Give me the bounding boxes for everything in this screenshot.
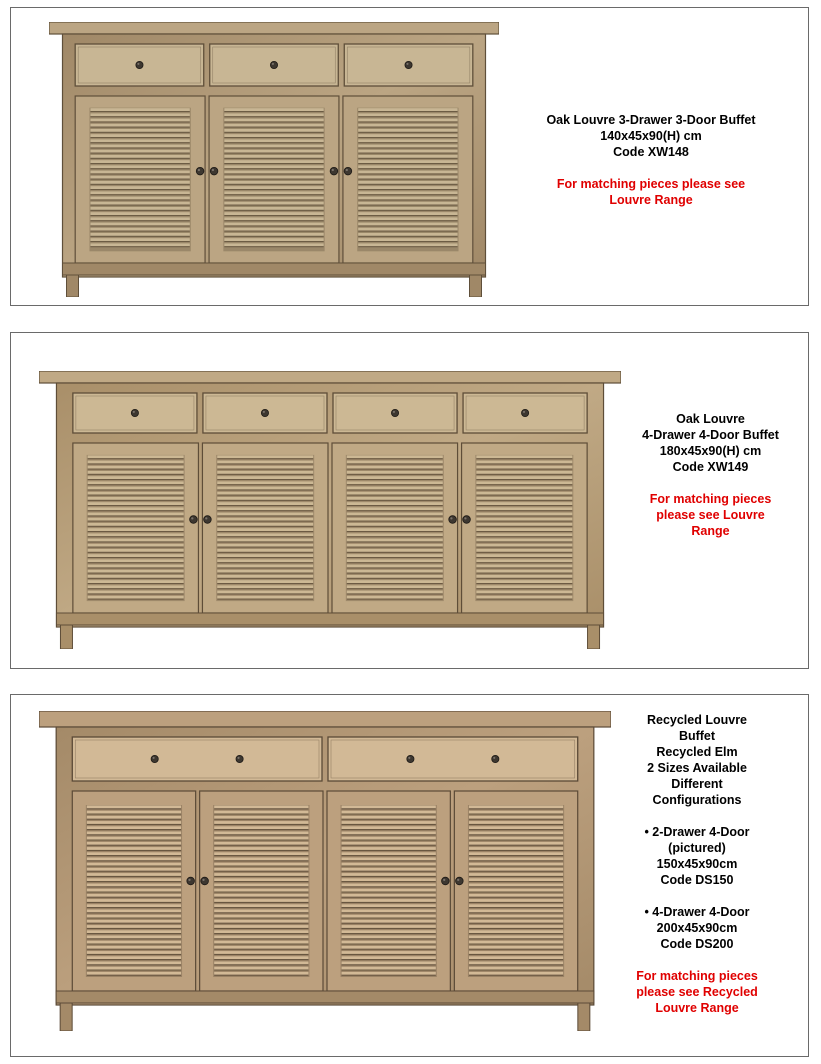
product-panel-xw148: [10, 7, 809, 306]
product-material: Recycled Elm: [656, 745, 738, 759]
buffet-base-rail: [56, 613, 603, 625]
buffet-leg: [588, 625, 600, 649]
knob-icon: [136, 61, 143, 68]
knob-icon: [405, 61, 412, 68]
matching-note-line: For matching pieces: [636, 969, 758, 983]
product-name-line: Buffet: [678, 729, 716, 743]
knob-icon: [204, 516, 212, 524]
matching-note-line: please see Louvre: [656, 508, 765, 522]
buffet-xw148-photo: [49, 22, 499, 297]
knob-icon: [449, 516, 457, 524]
buffet-base-rail: [63, 263, 486, 275]
buffet-leg: [60, 625, 72, 649]
product-code: Code XW148: [613, 145, 689, 159]
buffet-xw149-photo: [39, 371, 621, 649]
product-configurations: Different: [671, 777, 723, 791]
product-dimensions: 180x45x90(H) cm: [659, 444, 762, 458]
option-code: Code DS200: [660, 937, 734, 951]
knob-icon: [344, 167, 352, 175]
knob-icon: [521, 409, 528, 416]
knob-icon: [210, 167, 218, 175]
matching-note-line: For matching pieces: [649, 492, 772, 506]
product-name-line: Recycled Louvre: [646, 713, 748, 727]
buffet-top: [39, 371, 621, 383]
product-description-ds150: [611, 712, 783, 1016]
knob-icon: [330, 167, 338, 175]
option-line: (pictured): [668, 841, 726, 855]
product-description-xw149: [623, 411, 798, 539]
knob-icon: [270, 61, 277, 68]
product-dimensions: 140x45x90(H) cm: [600, 129, 702, 143]
option-line: • 4-Drawer 4-Door: [644, 905, 750, 919]
option-dimensions: 150x45x90cm: [656, 857, 738, 871]
buffet-base-rail: [56, 991, 594, 1003]
buffet-top: [49, 22, 499, 34]
matching-note-line: Louvre Range: [655, 1001, 739, 1015]
knob-icon: [236, 755, 243, 762]
product-description-xw148: [506, 112, 796, 208]
buffet-leg: [60, 1003, 72, 1031]
knob-icon: [261, 409, 268, 416]
knob-icon: [492, 755, 499, 762]
option-dimensions: 200x45x90cm: [656, 921, 738, 935]
option-code: Code DS150: [660, 873, 734, 887]
knob-icon: [463, 516, 471, 524]
product-code: Code XW149: [672, 460, 749, 474]
product-name-line: Oak Louvre: [676, 412, 745, 426]
buffet-top: [39, 711, 611, 727]
buffet-leg: [470, 275, 482, 297]
drawer-front: [72, 737, 322, 781]
knob-icon: [151, 755, 158, 762]
buffet-ds150-photo: [39, 711, 611, 1031]
knob-icon: [187, 877, 195, 885]
option-line: • 2-Drawer 4-Door: [644, 825, 750, 839]
knob-icon: [131, 409, 138, 416]
product-configurations: Configurations: [652, 793, 742, 807]
product-name-line: Oak Louvre 3-Drawer 3-Door Buffet: [546, 113, 756, 127]
knob-icon: [456, 877, 464, 885]
product-name-line: 4-Drawer 4-Door Buffet: [642, 428, 779, 442]
knob-icon: [391, 409, 398, 416]
drawer-front: [328, 737, 578, 781]
matching-note-line: Louvre Range: [609, 193, 693, 207]
buffet-leg: [578, 1003, 590, 1031]
knob-icon: [190, 516, 198, 524]
product-panel-xw149: [10, 332, 809, 669]
product-panel-ds150: [10, 694, 809, 1057]
matching-note-line: please see Recycled: [636, 985, 758, 999]
knob-icon: [196, 167, 204, 175]
matching-note-line: Range: [691, 524, 730, 538]
knob-icon: [407, 755, 414, 762]
knob-icon: [442, 877, 450, 885]
matching-note-line: For matching pieces please see: [556, 177, 746, 191]
product-sizes: 2 Sizes Available: [647, 761, 747, 775]
knob-icon: [201, 877, 209, 885]
buffet-leg: [67, 275, 79, 297]
